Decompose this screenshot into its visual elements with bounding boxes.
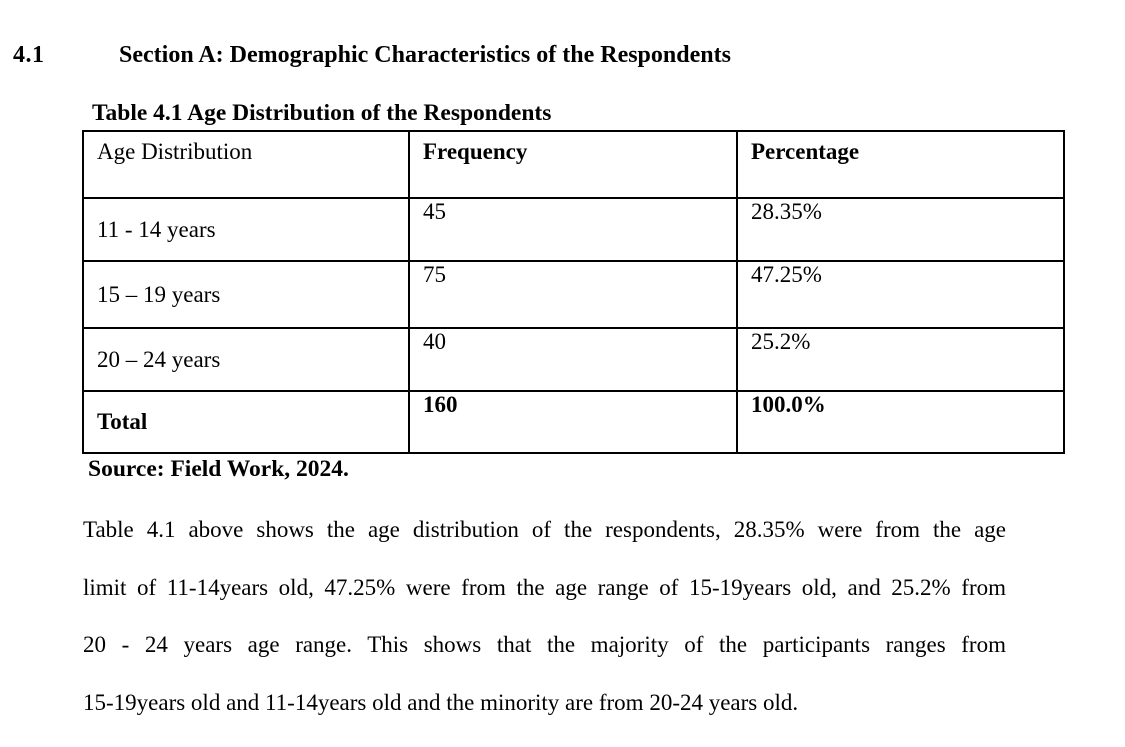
age-distribution-table (82, 130, 1065, 454)
age-range-cell: 11 - 14 years (83, 198, 409, 261)
table-row-15-19 (83, 261, 1064, 328)
source-note: Source: Field Work, 2024. (88, 456, 349, 482)
age-range-cell: 20 – 24 years (83, 328, 409, 391)
percentage-cell: 47.25% (737, 261, 1064, 328)
total-frequency-cell: 160 (409, 391, 737, 453)
percentage-cell: 25.2% (737, 328, 1064, 391)
table-header-row (83, 131, 1064, 198)
frequency-cell: 45 (409, 198, 737, 261)
paragraph-line: 20 - 24 years age range. This shows that the majority of the participants ranges from (83, 632, 1006, 657)
table-caption: Table 4.1 Age Distribution of the Respondents (92, 100, 552, 126)
frequency-cell: 75 (409, 261, 737, 328)
section-number: 4.1 (13, 42, 45, 68)
total-label-cell: Total (83, 391, 409, 453)
table-total-row (83, 391, 1064, 453)
column-header-age-distribution: Age Distribution (83, 131, 409, 198)
paragraph-line: Table 4.1 above shows the age distribution of the respondents, 28.35% were from the age (83, 517, 1006, 542)
paragraph-line: 15-19years old and 11-14years old and the minority are from 20-24 years old. (83, 689, 799, 715)
column-header-percentage: Percentage (737, 131, 1064, 198)
age-range-cell: 15 – 19 years (83, 261, 409, 328)
total-percentage-cell: 100.0% (737, 391, 1064, 453)
column-header-frequency: Frequency (409, 131, 737, 198)
table-row-20-24 (83, 328, 1064, 391)
frequency-cell: 40 (409, 328, 737, 391)
body-paragraph (83, 501, 1006, 731)
percentage-cell: 28.35% (737, 198, 1064, 261)
section-title: Section A: Demographic Characteristics of the Respondents (119, 42, 731, 68)
table-row-11-14 (83, 198, 1064, 261)
paragraph-line: limit of 11-14years old, 47.25% were from the age range of 15-19years old, and 25.2% from (83, 574, 1006, 600)
